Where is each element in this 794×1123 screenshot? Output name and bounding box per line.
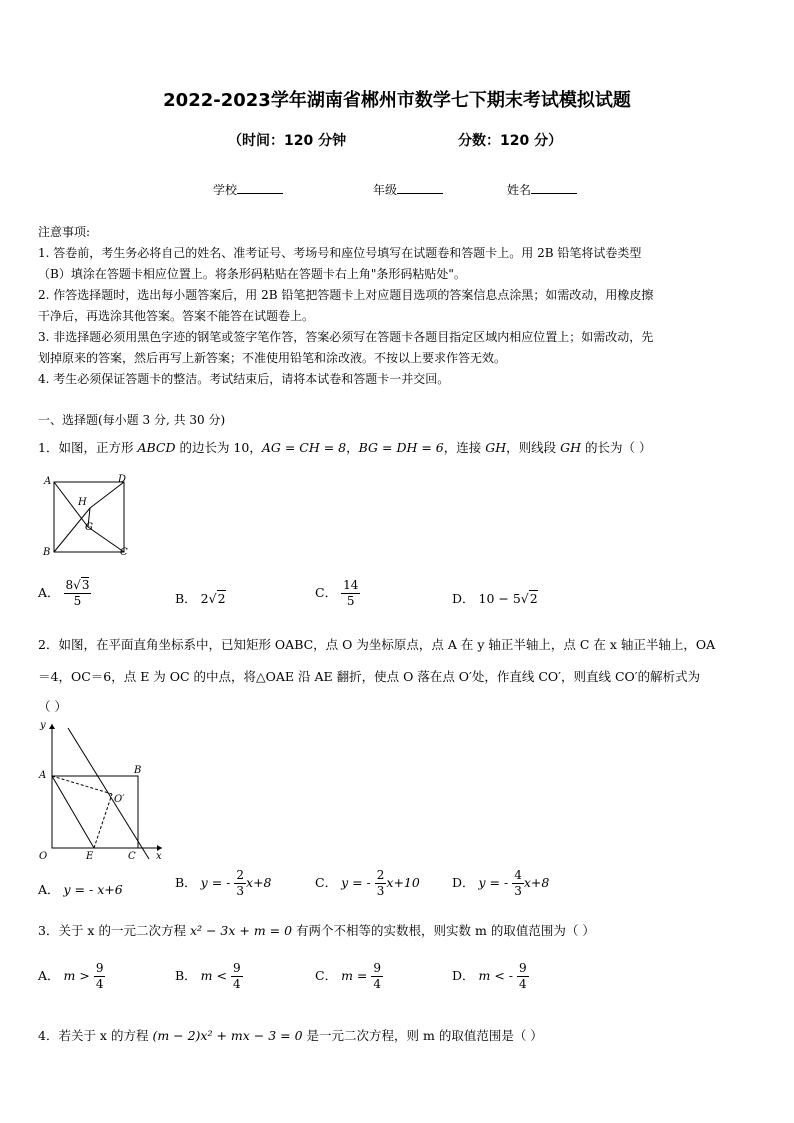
notes-line: 干净后，再选涂其他答案。答案不能答在试题卷上。	[38, 309, 315, 323]
q1-text: ，则线段	[506, 440, 561, 455]
frac-den: 3	[236, 884, 245, 898]
q1-stem	[38, 438, 651, 456]
option-label: C．	[315, 968, 338, 983]
q2-option-a[interactable]	[38, 880, 123, 898]
frac-den: 5	[73, 594, 82, 608]
name-blank	[531, 182, 577, 194]
expr: y = -	[341, 875, 371, 890]
radicand: 3	[81, 578, 90, 592]
q3-option-c[interactable]	[315, 961, 383, 992]
option-label: D．	[452, 968, 475, 983]
frac-num: 9	[373, 961, 381, 975]
q2-stem-line2: ＝4，OC＝6，点 E 为 OC 的中点，将△OAE 沿 AE 翻折，使点 O 落在点 O′处，作直线 CO′，则直线 CO′的解析式为	[38, 669, 701, 684]
frac-num: 9	[95, 961, 104, 975]
q3-option-d[interactable]	[452, 961, 529, 992]
q2-option-b[interactable]	[175, 868, 272, 899]
frac-num: 2	[376, 868, 385, 882]
option-label: A．	[38, 585, 60, 600]
q1-c-fraction	[341, 578, 360, 609]
frac-den: 4	[519, 977, 527, 991]
radicand: 2	[217, 591, 226, 606]
expr: m <	[200, 968, 227, 983]
q3-d-fraction	[517, 961, 529, 992]
q2-figure	[34, 716, 174, 864]
q2-label-c: C	[128, 851, 136, 862]
q2-c-fraction	[375, 868, 387, 899]
frac-num: 14	[343, 578, 359, 592]
q1-segment: GH	[485, 440, 507, 455]
q2-option-d[interactable]	[452, 868, 549, 899]
section-heading: 一、选择题(每小题 3 分, 共 30 分)	[38, 413, 226, 427]
q3-a-fraction	[94, 961, 106, 992]
page-title: 2022-2023学年湖南省郴州市数学七下期末考试模拟试题	[163, 90, 631, 111]
exam-time: （时间：120 分钟	[228, 133, 347, 149]
coef: 2	[200, 591, 209, 606]
frac-den: 4	[232, 977, 241, 991]
name-label: 姓名	[507, 183, 532, 197]
notes-line: 3. 非选择题必须用黑色字迹的钢笔或签字笔作答，答案必须写在答题卡各题目指定区域内相应位置上；如需改动，先	[38, 330, 654, 344]
q2-label-e: E	[86, 851, 94, 862]
q1-a-fraction: $\frac{8√3}{5}$	[65, 578, 90, 608]
q3-text: 3．关于 x 的一元二次方程	[38, 923, 190, 938]
q1-text: ，	[346, 440, 359, 455]
expr: 10 − 5	[478, 591, 521, 606]
q4-text: 4．若关于 x 的方程	[38, 1028, 153, 1043]
expr: x+8	[523, 875, 550, 890]
notes-line: 1. 答卷前，考生务必将自己的姓名、准考证号、考场号和座位号填写在试题卷和答题卡上。用 2B 铅笔将试卷类型	[38, 246, 642, 260]
school-label: 学校	[213, 183, 238, 197]
option-label: A．	[38, 882, 60, 897]
q3-equation: x² − 3x + m = 0	[189, 923, 293, 938]
q1-text: 的长为（ ）	[581, 440, 652, 455]
q2-stem-line3: （ ）	[38, 699, 67, 714]
q4-stem	[38, 1026, 543, 1044]
q1-label-h: H	[78, 497, 87, 508]
school-field	[213, 181, 283, 198]
expr: y = -	[200, 875, 231, 890]
frac-num: 2	[236, 868, 245, 882]
radicand: 2	[529, 591, 538, 606]
q3-stem	[38, 921, 595, 939]
q1-label-a: A	[44, 476, 52, 487]
q2-option-c[interactable]	[315, 868, 420, 899]
grade-field	[373, 181, 443, 198]
q1-text: 1．如图，正方形	[38, 440, 138, 455]
notes-section	[38, 222, 653, 390]
q1-text: 的边长为 10，	[175, 440, 262, 455]
option-label: D．	[452, 591, 475, 606]
frac-num: 4	[514, 868, 522, 882]
q1-label-g: G	[85, 522, 93, 533]
q2-stem-line1: 2．如图，在平面直角坐标系中，已知矩形 OABC，点 O 为坐标原点，点 A 在 y 轴正半轴上，点 C 在 x 轴正半轴上，OA	[38, 637, 716, 652]
q4-text: 是一元二次方程，则 m 的取值范围是（ ）	[302, 1028, 543, 1043]
q1-text: ，连接	[443, 440, 486, 455]
q2-label-x: x	[156, 851, 162, 862]
frac-den: 3	[514, 884, 522, 898]
frac-num: 9	[232, 961, 241, 975]
q1-option-c[interactable]	[315, 578, 360, 609]
q3-b-fraction	[231, 961, 243, 992]
q2-label-o: O	[39, 851, 48, 862]
q1-label-c: C	[120, 547, 128, 558]
q1-figure	[38, 472, 138, 562]
q2-label-a: A	[39, 770, 47, 781]
frac-den: 3	[376, 884, 385, 898]
expr: m =	[341, 968, 368, 983]
q1-label-d: D	[118, 474, 127, 485]
q3-c-fraction	[371, 961, 383, 992]
q1-square-name: ABCD	[137, 440, 176, 455]
notes-line: 2. 作答选择题时，选出每小题答案后，用 2B 铅笔把答题卡上对应题目选项的答案信息点涂黑；如需改动，用橡皮擦	[38, 288, 654, 302]
option-label: D．	[452, 875, 475, 890]
expr: m >	[63, 968, 90, 983]
option-label: C．	[315, 875, 338, 890]
q1-option-a[interactable]	[38, 578, 91, 609]
q1-option-b[interactable]: B． 2√2	[175, 591, 226, 606]
frac-num: 9	[519, 961, 527, 975]
option-label: C．	[315, 585, 338, 600]
expr: m < -	[478, 968, 514, 983]
option-label: B．	[175, 968, 197, 983]
notes-heading: 注意事项:	[38, 225, 91, 239]
q2-label-y: y	[40, 720, 46, 731]
school-blank	[237, 182, 283, 194]
option-label: A．	[38, 968, 60, 983]
grade-label: 年级	[373, 183, 398, 197]
option-label: B．	[175, 591, 197, 606]
frac-num: 8	[65, 578, 74, 592]
notes-line: 划掉原来的答案，然后再写上新答案；不准使用铅笔和涂改液。不按以上要求作答无效。	[38, 351, 507, 365]
q3-text: 有两个不相等的实数根，则实数 m 的取值范围为（ ）	[292, 923, 595, 938]
frac-den: 4	[95, 977, 104, 991]
q1-option-d[interactable]: D． 10 − 5√2	[452, 591, 538, 606]
q4-equation: (m − 2)x² + mx − 3 = 0	[152, 1028, 303, 1043]
expr: y = -	[478, 875, 509, 890]
q1-segment: GH	[560, 440, 581, 455]
notes-line: 4. 考生必须保证答题卡的整洁。考试结束后，请将本试卷和答题卡一并交回。	[38, 372, 450, 386]
option-label: B．	[175, 875, 197, 890]
q2-b-fraction	[234, 868, 246, 899]
expr: y = - x+6	[63, 882, 123, 897]
q2-d-fraction	[512, 868, 524, 899]
q1-eq1: AG = CH = 8	[261, 440, 347, 455]
q1-eq2: BG = DH = 6	[358, 440, 444, 455]
frac-den: 5	[346, 594, 355, 608]
notes-line: （B）填涂在答题卡相应位置上。将条形码粘贴在答题卡右上角"条形码粘贴处"。	[38, 267, 466, 281]
expr: x+8	[246, 875, 272, 890]
frac-den: 4	[373, 977, 381, 991]
exam-score: 分数：120 分）	[458, 133, 563, 149]
q1-label-b: B	[43, 547, 51, 558]
grade-blank	[397, 182, 443, 194]
name-field	[507, 181, 577, 198]
q3-option-b[interactable]	[175, 961, 243, 992]
expr: x+10	[386, 875, 420, 890]
q2-label-o1: O′	[114, 794, 125, 805]
q3-option-a[interactable]	[38, 961, 105, 992]
q2-label-b: B	[134, 765, 142, 776]
